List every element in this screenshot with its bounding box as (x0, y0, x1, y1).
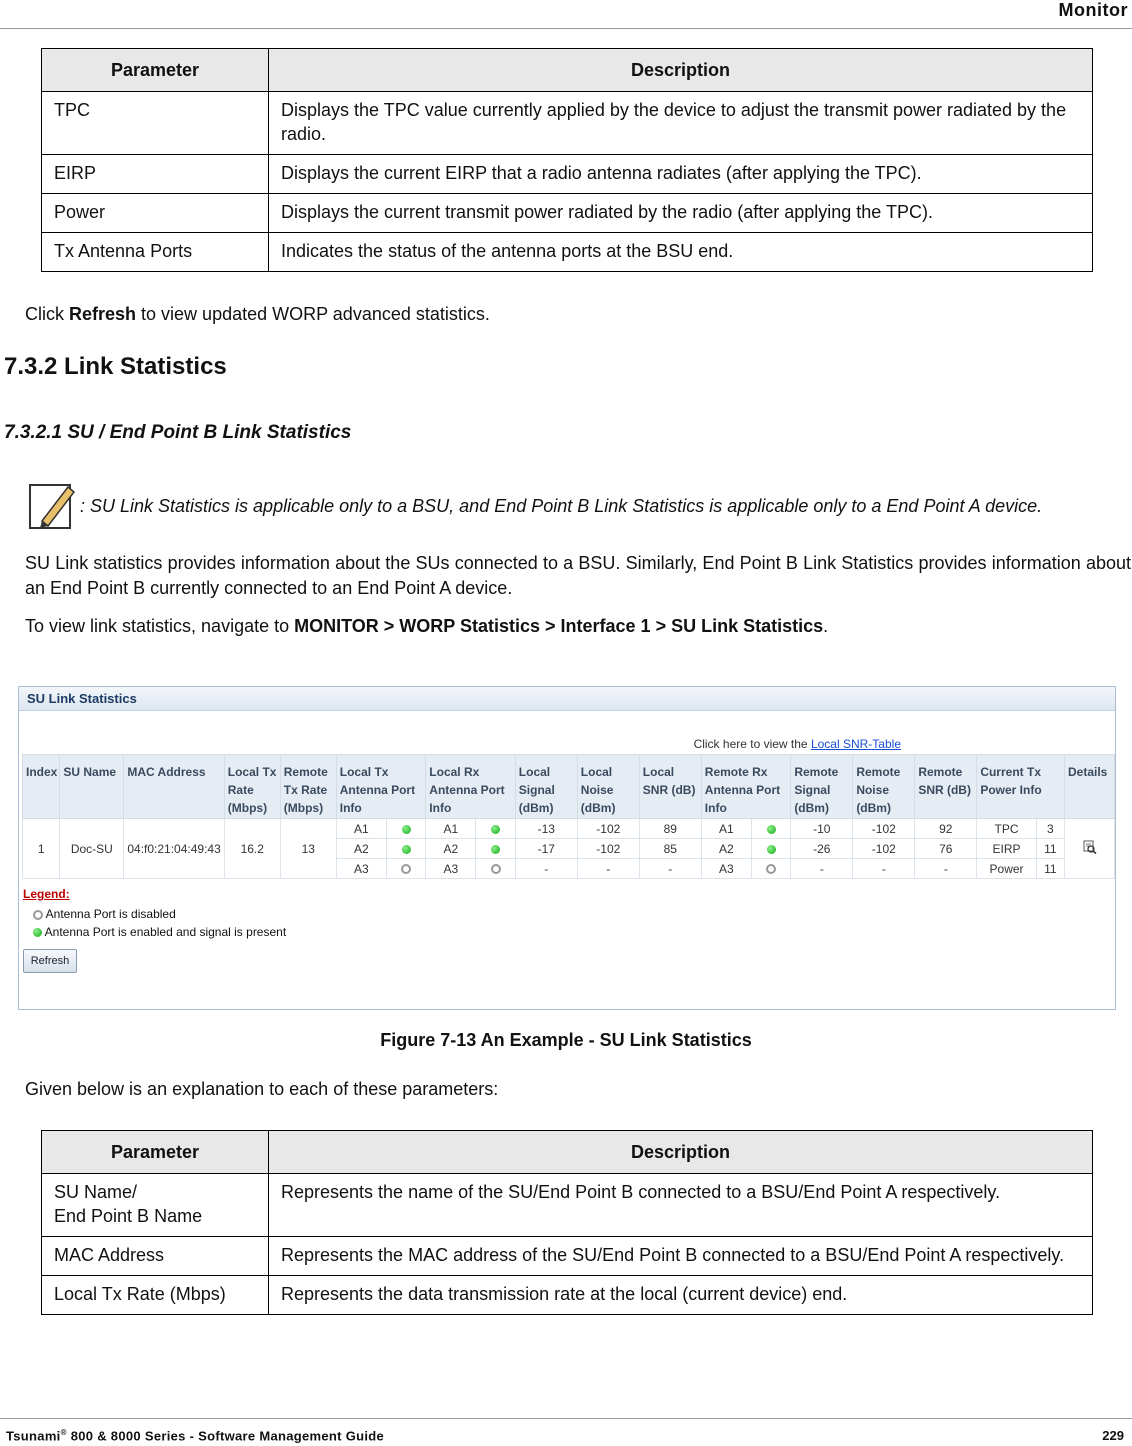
power-label: EIRP (977, 839, 1036, 859)
lrx-port: A2 (426, 839, 476, 859)
snr-table-prompt (694, 737, 901, 751)
rsignal-cell: -26 (791, 839, 853, 859)
text: Tsunami (6, 1428, 61, 1444)
legend-label: Antenna Port is enabled and signal is present (44, 925, 287, 939)
header-rule (0, 28, 1132, 29)
figure-caption: Figure 7-13 An Example - SU Link Statistics (380, 1030, 752, 1050)
rrx-port: A3 (701, 859, 751, 879)
power-value: 11 (1036, 839, 1064, 859)
status-icon (386, 839, 425, 859)
subsection-heading: 7.3.2.1 SU / End Point B Link Statistics (4, 422, 352, 443)
col-local-tx-antenna: Local Tx Antenna Port Info (336, 755, 426, 819)
table-row (42, 233, 1093, 272)
details-magnifier-icon[interactable] (1083, 840, 1097, 854)
col-local-tx-rate: Local Tx Rate (Mbps) (224, 755, 280, 819)
mac-cell: 04:f0:21:04:49:43 (124, 819, 224, 879)
su-name-cell: Doc-SU (60, 819, 124, 879)
col-local-rx-antenna: Local Rx Antenna Port Info (426, 755, 516, 819)
text: Click (25, 304, 69, 324)
table-row (42, 1276, 1093, 1315)
parameter-table-1 (41, 48, 1093, 272)
noise-cell: -102 (577, 839, 639, 859)
table-row (42, 1174, 1093, 1237)
snr-cell: 85 (639, 839, 701, 859)
desc-cell: Displays the TPC value currently applied by the device to adjust the transmit power radiated by the radio. (269, 92, 1093, 155)
text: . (823, 616, 829, 636)
legend-label: Antenna Port is disabled (45, 907, 176, 921)
power-value: 3 (1036, 819, 1064, 839)
table-row (42, 155, 1093, 194)
status-icon (476, 839, 515, 859)
table-row (42, 194, 1093, 233)
col-local-snr: Local SNR (dB) (639, 755, 701, 819)
power-label: TPC (977, 819, 1036, 839)
param-cell: SU Name/ End Point B Name (42, 1174, 269, 1237)
ltx-port: A1 (336, 819, 386, 839)
col-local-signal: Local Signal (dBm) (515, 755, 577, 819)
ltx-port: A3 (336, 859, 386, 879)
desc-cell: Represents the name of the SU/End Point B connected to a BSU/End Point A respectively. (269, 1174, 1093, 1237)
param-cell: Tx Antenna Ports (42, 233, 269, 272)
col-remote-signal: Remote Signal (dBm) (791, 755, 853, 819)
refresh-term: Refresh (69, 304, 137, 324)
noise-cell: - (577, 859, 639, 879)
lrx-port: A3 (426, 859, 476, 879)
rnoise-cell: -102 (853, 839, 915, 859)
col-remote-tx-rate: Remote Tx Rate (Mbps) (280, 755, 336, 819)
text: 800 & 8000 Series - Software Management Guide (66, 1428, 385, 1444)
port-enabled-icon (402, 825, 411, 834)
table-header-parameter: Parameter (42, 49, 269, 92)
parameter-table-2 (41, 1130, 1093, 1315)
registered-mark: ® (60, 1428, 67, 1437)
text: Click here to view the (693, 737, 811, 751)
su-stats-table (22, 754, 1115, 879)
port-disabled-icon (491, 864, 501, 874)
footer-rule (0, 1418, 1132, 1419)
snr-cell: 89 (639, 819, 701, 839)
rnoise-cell: -102 (853, 819, 915, 839)
col-index: Index (23, 755, 60, 819)
rsnr-cell: - (915, 859, 977, 879)
note-text: : SU Link Statistics is applicable only to a BSU, and End Point B Link Statistics is applicable only to a End Point A device. (80, 496, 1043, 516)
legend-item-enabled (33, 925, 286, 939)
status-icon (751, 859, 790, 879)
port-enabled-icon (767, 825, 776, 834)
signal-cell: - (515, 859, 577, 879)
text: to view updated WORP advanced statistics. (136, 304, 490, 324)
col-mac-address: MAC Address (124, 755, 224, 819)
local-tx-rate-cell: 16.2 (224, 819, 280, 879)
navigation-path: MONITOR > WORP Statistics > Interface 1 > SU Link Statistics (294, 616, 824, 636)
refresh-button[interactable]: Refresh (23, 949, 77, 973)
table-header-parameter: Parameter (42, 1131, 269, 1174)
desc-cell: Represents the MAC address of the SU/End Point B connected to a BSU/End Point A respectively. (269, 1237, 1093, 1276)
explanation-paragraph: Given below is an explanation to each of these parameters: (25, 1079, 499, 1099)
status-icon (386, 819, 425, 839)
running-header: Monitor (1058, 0, 1128, 20)
legend-item-disabled (33, 907, 176, 921)
port-disabled-icon (33, 910, 43, 920)
rsignal-cell: - (791, 859, 853, 879)
col-remote-noise: Remote Noise (dBm) (853, 755, 915, 819)
signal-cell: -13 (515, 819, 577, 839)
status-icon (751, 819, 790, 839)
port-enabled-icon (33, 928, 42, 937)
intro-paragraph: SU Link statistics provides information about the SUs connected to a BSU. Similarly, End Point B Link Statistics provides information about an End Point B currently connected to an End Point A device. (25, 553, 1131, 598)
col-local-noise: Local Noise (dBm) (577, 755, 639, 819)
noise-cell: -102 (577, 819, 639, 839)
table-header-description: Description (269, 1131, 1093, 1174)
table-row (42, 1237, 1093, 1276)
page-number: 229 (1102, 1428, 1124, 1443)
port-disabled-icon (401, 864, 411, 874)
remote-tx-rate-cell: 13 (280, 819, 336, 879)
param-cell: Power (42, 194, 269, 233)
port-disabled-icon (766, 864, 776, 874)
table-row (23, 819, 1115, 839)
desc-cell: Represents the data transmission rate at the local (current device) end. (269, 1276, 1093, 1315)
status-icon (386, 859, 425, 879)
col-details: Details (1065, 755, 1115, 819)
details-cell[interactable] (1065, 819, 1115, 879)
note-pencil-icon (28, 481, 78, 536)
signal-cell: -17 (515, 839, 577, 859)
index-cell: 1 (23, 819, 60, 879)
lrx-port: A1 (426, 819, 476, 839)
table-header-description: Description (269, 49, 1093, 92)
col-current-tx-power: Current Tx Power Info (977, 755, 1065, 819)
rsignal-cell: -10 (791, 819, 853, 839)
refresh-paragraph (25, 302, 490, 327)
rrx-port: A2 (701, 839, 751, 859)
ltx-port: A2 (336, 839, 386, 859)
port-enabled-icon (767, 845, 776, 854)
desc-cell: Displays the current EIRP that a radio antenna radiates (after applying the TPC). (269, 155, 1093, 194)
rnoise-cell: - (853, 859, 915, 879)
status-icon (751, 839, 790, 859)
col-remote-rx-antenna: Remote Rx Antenna Port Info (701, 755, 791, 819)
table-row (42, 92, 1093, 155)
status-icon (476, 819, 515, 839)
su-link-statistics-screenshot (18, 686, 1116, 1010)
port-enabled-icon (491, 845, 500, 854)
param-cell: TPC (42, 92, 269, 155)
power-label: Power (977, 859, 1036, 879)
section-heading: 7.3.2 Link Statistics (4, 353, 227, 380)
param-cell: MAC Address (42, 1237, 269, 1276)
panel-title: SU Link Statistics (19, 687, 1115, 711)
col-su-name: SU Name (60, 755, 124, 819)
navigation-paragraph (25, 614, 828, 639)
status-icon (476, 859, 515, 879)
port-enabled-icon (491, 825, 500, 834)
power-value: 11 (1036, 859, 1064, 879)
param-cell: EIRP (42, 155, 269, 194)
rrx-port: A1 (701, 819, 751, 839)
local-snr-table-link[interactable]: Local SNR-Table (810, 737, 901, 751)
snr-cell: - (639, 859, 701, 879)
rsnr-cell: 92 (915, 819, 977, 839)
desc-cell: Displays the current transmit power radiated by the radio (after applying the TPC). (269, 194, 1093, 233)
legend-title: Legend: (23, 887, 70, 901)
col-remote-snr: Remote SNR (dB) (915, 755, 977, 819)
desc-cell: Indicates the status of the antenna ports at the BSU end. (269, 233, 1093, 272)
text: To view link statistics, navigate to (25, 616, 295, 636)
rsnr-cell: 76 (915, 839, 977, 859)
port-enabled-icon (402, 845, 411, 854)
footer-title (6, 1428, 384, 1443)
param-cell: Local Tx Rate (Mbps) (42, 1276, 269, 1315)
